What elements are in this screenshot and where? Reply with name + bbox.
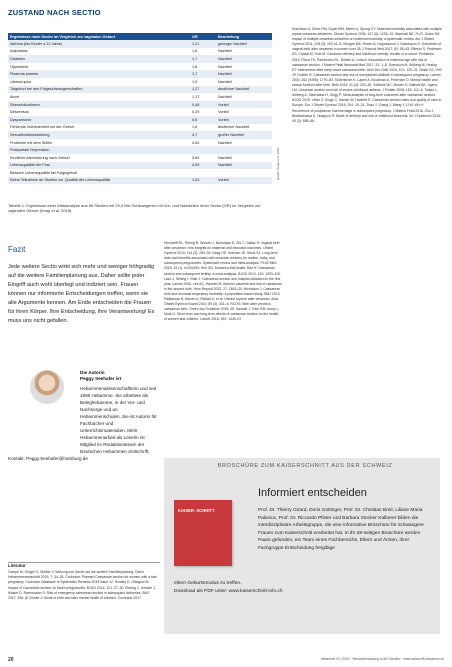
table-cell-or bbox=[190, 146, 216, 154]
table-cell-or: 4,09 bbox=[190, 162, 216, 170]
table-row bbox=[8, 63, 272, 71]
table-cell-effect: geringer Nachteil bbox=[216, 40, 272, 48]
brochure-text-end bbox=[174, 580, 354, 595]
table-row bbox=[8, 101, 272, 109]
page-number: 20 bbox=[8, 657, 14, 663]
table-header-label: Ergebnisse nach Sectio im Vergleich zur vaginalen Geburt bbox=[8, 33, 190, 40]
table-cell-label: Plazenta praevia bbox=[8, 70, 190, 78]
table-cell-label: Fehlende Zufriedenheit mit der Geburt bbox=[10, 125, 75, 130]
table-cell-or: 1,17 bbox=[192, 94, 200, 99]
table-cell-or: 1,04 bbox=[190, 177, 216, 185]
table-cell-label: Bessere Lebensqualität bei Folgegeburt bbox=[10, 170, 78, 175]
brochure-download-label: Download als PDF unter: bbox=[174, 588, 228, 594]
table-cell-label: Sexualfunktionsstörung bbox=[8, 131, 190, 139]
references-right: Hutchison A, Silver RM, Doyle MM, Meers A, Spong CY: Maternal morbidity associated with multiple repeat cesarean deliveries. Obstet Gynecol 2006; 107 (6): 1226–32. Marshall NE, Fu R, Guise JM: Impact of multiple cesarean deliveries on maternal morbidity: a systematic review. Am J Obstet Gynecol 2011; 205 (3): 262.e1–8. Morgan MA, Rosen A, Leguizamon J, Nussbaum S: Outcomes of vaginal birth after cesarean in women over 35. J Reprod Med 2017; 62: 55–63. Ribeiro S, Pedersen KS, Crystal M, Hvid M: Cesarean delivery and childhood obesity: results of a cohort. Pediatrics 2015. Ricca TK, Pamberton RL, Nolsen A, Lima A: Association of maternal age with risk of caesarean section. J Matern Fetal Neonatal Med 2017; 31: 1–8. Svensson M, Ahlberg M, Heslop ET: Intervention after early onset caesarean birth. Arch Dis Child 2016; 101: 129–31. Smith GC, Pell JP, Dobbie R: Caesarean section and risk of unexplained stillbirth in subsequent pregnancy. Lancet 2003; 362 (9398): 1779–84. Söderström K, Laptin A, Boukman A, Pedersen D: Mental health and sexual function after birth. Birth 2014; 41 (4): 225–35. Tollånes MC, Moster D, Daltveit AK, Irgens LM: Cesarean section and risk of severe childhood asthma. J Pediatr 2008; 153: 112–6. Tolsen L, Ahlberg A, Steinsland H, Grigg P: Meta-analysis of long-term outcomes after caesarean section. BJOG 2018. Vélez Z, Kluge C, Hacker M, Hodnett E: Caesarean section rates and quality of care in Europe. Eur J Obstet Gynecol 2016; 204: 19–24. Zhao Y, Zhang J, Wang Y, Li W, Wu H: Recurrence of postpartum haemorrhage in subsequent pregnancy. J Matern Fetal 2016. Zhu J, Bhattacharya S, Hodgson R: Mode of delivery and risk of childhood leukemia. Int J Epidemiol 2016; 45 (3): 858–66. bbox=[292, 27, 442, 123]
table-row bbox=[8, 70, 272, 78]
table-row bbox=[8, 86, 272, 94]
table-row bbox=[8, 48, 272, 56]
table-cell-effect: Nachteil bbox=[218, 49, 232, 54]
table-cell-effect: Vorteil bbox=[216, 177, 272, 185]
table-caption: Tabelle 1: Ergebnisse einer Metaanalyse aus 80 Studien mit 29,9 Mio Schwangeren mit Vor- und Nachteilen einer Sectio (OR) im Vergleich zur vaginalen Geburt (Keag et al. 2018). bbox=[8, 203, 261, 214]
table-row bbox=[8, 108, 272, 116]
table-cell-effect: Nachteil bbox=[218, 79, 232, 84]
table-cell-or: 1,8 bbox=[192, 64, 198, 69]
literature-text: Campe M, Gröger S, Kleiber J: Wirkung von Sectio auf die weitere Familienplanung. Dtsch Hebammenzeitschrift 2015; 7: 34–38. Cochrane: Planned Caesarean section for women with a twin pregnancy. Cochrane Database of Systematic Reviews 2015 Issue 12. Hindley D, Glasgow M: Impact of Caesarean section on future pregnancies. BJOG 2014; 121: 27–30. Ebbing C, Kessler J, Moster D, Rasmussen S: Risk of emergency caesarean section in subsequent deliveries. BMJ 2017; 356: j5. Döhler J: Mode of birth and later mental health of children. Cochrane 2017. bbox=[8, 570, 158, 601]
table-cell-effect bbox=[216, 169, 272, 177]
table-header-or: OR bbox=[190, 33, 216, 40]
table-cell-effect: Nachteil bbox=[216, 70, 272, 78]
brochure-text: Prof. Dr. Thierry Girard, Doris Güttinger, Prof. Dr. Christian Breil, Liliane Maria Palavioc, Prof. Dr. Riccardo Pfister und Barbara Stocker Kalberer bilden die interdisziplinäre Arbeitsgruppe, die eine informative Broschüre für schwangere Frauen zum Kaiserschnitt erarbeitet hat. In ihr 28-seitigen Broschüre werden Paare gefunden, ein Team eines Fachbereichs, Eltern und Ärzten, ihrer Fachgruppe Entscheidung freigibige bbox=[258, 508, 424, 551]
author-contact[interactable]: Kontakt: Peggy.Seehafer@hamburg.de bbox=[8, 456, 88, 461]
table-cell-effect: Nachteil bbox=[216, 55, 272, 63]
table-row bbox=[8, 40, 272, 48]
author-heading-line2: Peggy Seehafer ist bbox=[80, 376, 122, 381]
table-cell-effect: deutlicher Nachteil bbox=[218, 125, 250, 130]
table-cell-label: Probleme mit dem Stillen bbox=[10, 140, 53, 145]
table-cell-effect: Nachteil bbox=[218, 155, 232, 160]
table-cell-or: 0,48 bbox=[190, 101, 216, 109]
table-cell-label: Dyspareunie bbox=[8, 116, 190, 124]
author-heading-line1: Die Autorin bbox=[80, 370, 105, 375]
table-cell-label: Lebensqualität der Frau bbox=[8, 162, 190, 170]
results-table bbox=[8, 33, 272, 184]
table-cell-label: Diabetes bbox=[8, 55, 190, 63]
table-cell-label: Stressinkontinenz bbox=[8, 101, 190, 109]
table-row bbox=[8, 124, 272, 132]
brochure-title: BROSCHÜRE ZUM KAISERSCHNITT AUS DER SCHWEIZ bbox=[217, 463, 393, 469]
table-cell-label: Asthma (bis Kinder ≤ 12 Jahre) bbox=[8, 40, 190, 48]
table-cell-label: Kindliche Atemstörung nach Geburt bbox=[10, 155, 70, 160]
table-cell-effect: großer Nachteil bbox=[216, 131, 272, 139]
table-cell-effect: Nachteil bbox=[218, 140, 232, 145]
table-cell-label: Uterusruptur bbox=[10, 79, 32, 84]
table-cell-label: Postpartale Depression bbox=[8, 146, 190, 154]
table-body bbox=[8, 40, 272, 184]
table-cell-or: 1,21 bbox=[190, 40, 216, 48]
fazit-text: Jede weitere Sectio wirkt sich mehr und weniger höhgradig auf die weitere Familienplanung aus. Daher sollte jeder Eingriff auch wohl überlegt und indiziert sein. Frauen können nur informierte Entscheidungen treffen, wenn sie alle Argumente kennen. Am Ende entscheiden die Frauen für ihren Körper. Ihre Entscheidung, ihre Verantwortung! Es muss uns nicht gefallen. bbox=[8, 264, 155, 324]
brochure-download-link[interactable]: www.kaiserschnitt-info.ch bbox=[228, 588, 283, 594]
table-source: Quelle: Keag et al. 2018 bbox=[276, 147, 280, 180]
author-bio bbox=[8, 385, 158, 462]
table-cell-effect bbox=[216, 146, 272, 154]
table-row bbox=[8, 177, 272, 185]
author-heading bbox=[80, 370, 160, 382]
table-cell-effect: deutlicher Nachteil bbox=[216, 86, 272, 94]
table-row bbox=[8, 162, 272, 170]
table-row bbox=[8, 131, 272, 139]
table-cell-label: Hypertonie bbox=[10, 64, 29, 69]
brochure-text-tail: eltern Geburtsmodus zu treffen. bbox=[174, 581, 242, 586]
table-cell-or: 4,7 bbox=[190, 131, 216, 139]
table-cell-or: 1,7 bbox=[190, 55, 216, 63]
table-cell-effect: Vorteil bbox=[216, 116, 272, 124]
references-middle: Hinchcliff RL, Rehrig R, Woloch J, Bumolyan D, Shi C, Sallaz H: Vaginal birth after cesarean: new insights on maternal and neonatal outcomes. Obstet Gynecol 2010; 116 (2): 289–94. Keag OE, Norman JE, Stock SJ: Long-term risks and benefits associated with cesarean delivery for mother, baby, and subsequent pregnancies: Systematic review and meta-analysis. PLoS Med 2018; 15 (1): e1002494. Kim GD, Mosarica-McDonald, Raz H: Caesarean section and subsequent fertility: a meta-analysis. BJOG 2013; 120: 1093–100. Lazo J, Stirling I, Villar J: Caesarean section and hospital utilization in the first year. Lancet 2006. Lee AC, Hansen M: Anterior placenta and risk of caesarean in the second birth. Hum Reprod 2012; 27: 1815–20. Nicholson J: Caesarean birth and neonatal respiratory morbidity: a population-based study. BMJ 2013. Pallasmaa N, Alanen A, Ekblad U, et al: Uterine rupture after cesarean. Acta Obstet Gynecol Scand 2010; 89 (3): 301–6. RCOG: Birth after previous caesarean birth. Green-top Guideline 2015; 45. Sandall J, Tribe RM, Avery L, Mola G: Short-term and long-term effects of caesarean section on the health of women and children. Lancet 2018; 392: 1349–57. bbox=[164, 241, 282, 322]
table-row bbox=[8, 116, 272, 124]
table-cell-label: Totgeburt bei den Folgeschwangerschaften bbox=[8, 86, 190, 94]
table-cell-effect: Vorteil bbox=[218, 110, 229, 115]
table-cell-label: Abort bbox=[10, 94, 20, 99]
table-row bbox=[8, 55, 272, 63]
table-cell-or: 0,6 bbox=[190, 116, 216, 124]
table-cell-or: 1,5 bbox=[192, 79, 198, 84]
table-cell-or: 3,64 bbox=[192, 155, 200, 160]
table-cell-or: 1,27 bbox=[190, 86, 216, 94]
table-cell-or: 1,7 bbox=[190, 70, 216, 78]
fazit-heading: Fazit bbox=[8, 245, 26, 254]
table-cell-effect: Nachteil bbox=[216, 162, 272, 170]
brochure-cover-label: KAISER- SCHNITT bbox=[178, 508, 215, 513]
table-cell-effect: Nachteil bbox=[218, 94, 232, 99]
author-bio-text: Hebammenwissenschaftlerin und seit 1996 Hebamme. Sie arbeitete als Beleghebamme, in der Vor- und Nachsorge und an Hebammenschulen. Sie ist Autorin für Fachbücher und Unterrichtsmaterialien. Mehr Hebammenarbeit als Leserin ist Mitglied im Redaktionsteam der Deutschen Hebammen Zeitschrift. bbox=[80, 386, 157, 454]
table-row bbox=[8, 78, 272, 86]
table-row bbox=[8, 139, 272, 147]
table-row bbox=[8, 146, 272, 154]
table-cell-or: 1,6 bbox=[192, 125, 198, 130]
table-cell-or: 1,6 bbox=[192, 49, 198, 54]
table-cell-label: Adipositas bbox=[10, 49, 28, 54]
table-cell-effect: Vorteil bbox=[216, 101, 272, 109]
table-cell-or: 0,29 bbox=[192, 110, 200, 115]
table-row bbox=[8, 169, 272, 177]
table-cell-label: Deszensus bbox=[10, 110, 29, 115]
table-cell-label: Keine Teilnahme an Studien zur Qualität der Lebensqualität bbox=[8, 177, 190, 185]
table-row bbox=[8, 93, 272, 101]
section-title: ZUSTAND NACH SECTIO bbox=[8, 8, 101, 17]
table-row bbox=[8, 154, 272, 162]
table-cell-or: 4,54 bbox=[192, 140, 200, 145]
literature-title: Literatur bbox=[8, 563, 26, 568]
table-cell-or bbox=[190, 169, 216, 177]
table-cell-effect: Nachteil bbox=[218, 64, 232, 69]
table-header-effect: Beurteilung bbox=[216, 33, 272, 40]
footer-info: Hebamme 02 | 2019 · Hebammenzeitung in der Schweiz · www.zeitschrift-hebamme.ch bbox=[320, 657, 444, 661]
brochure-heading: Informiert entscheiden bbox=[258, 487, 367, 499]
